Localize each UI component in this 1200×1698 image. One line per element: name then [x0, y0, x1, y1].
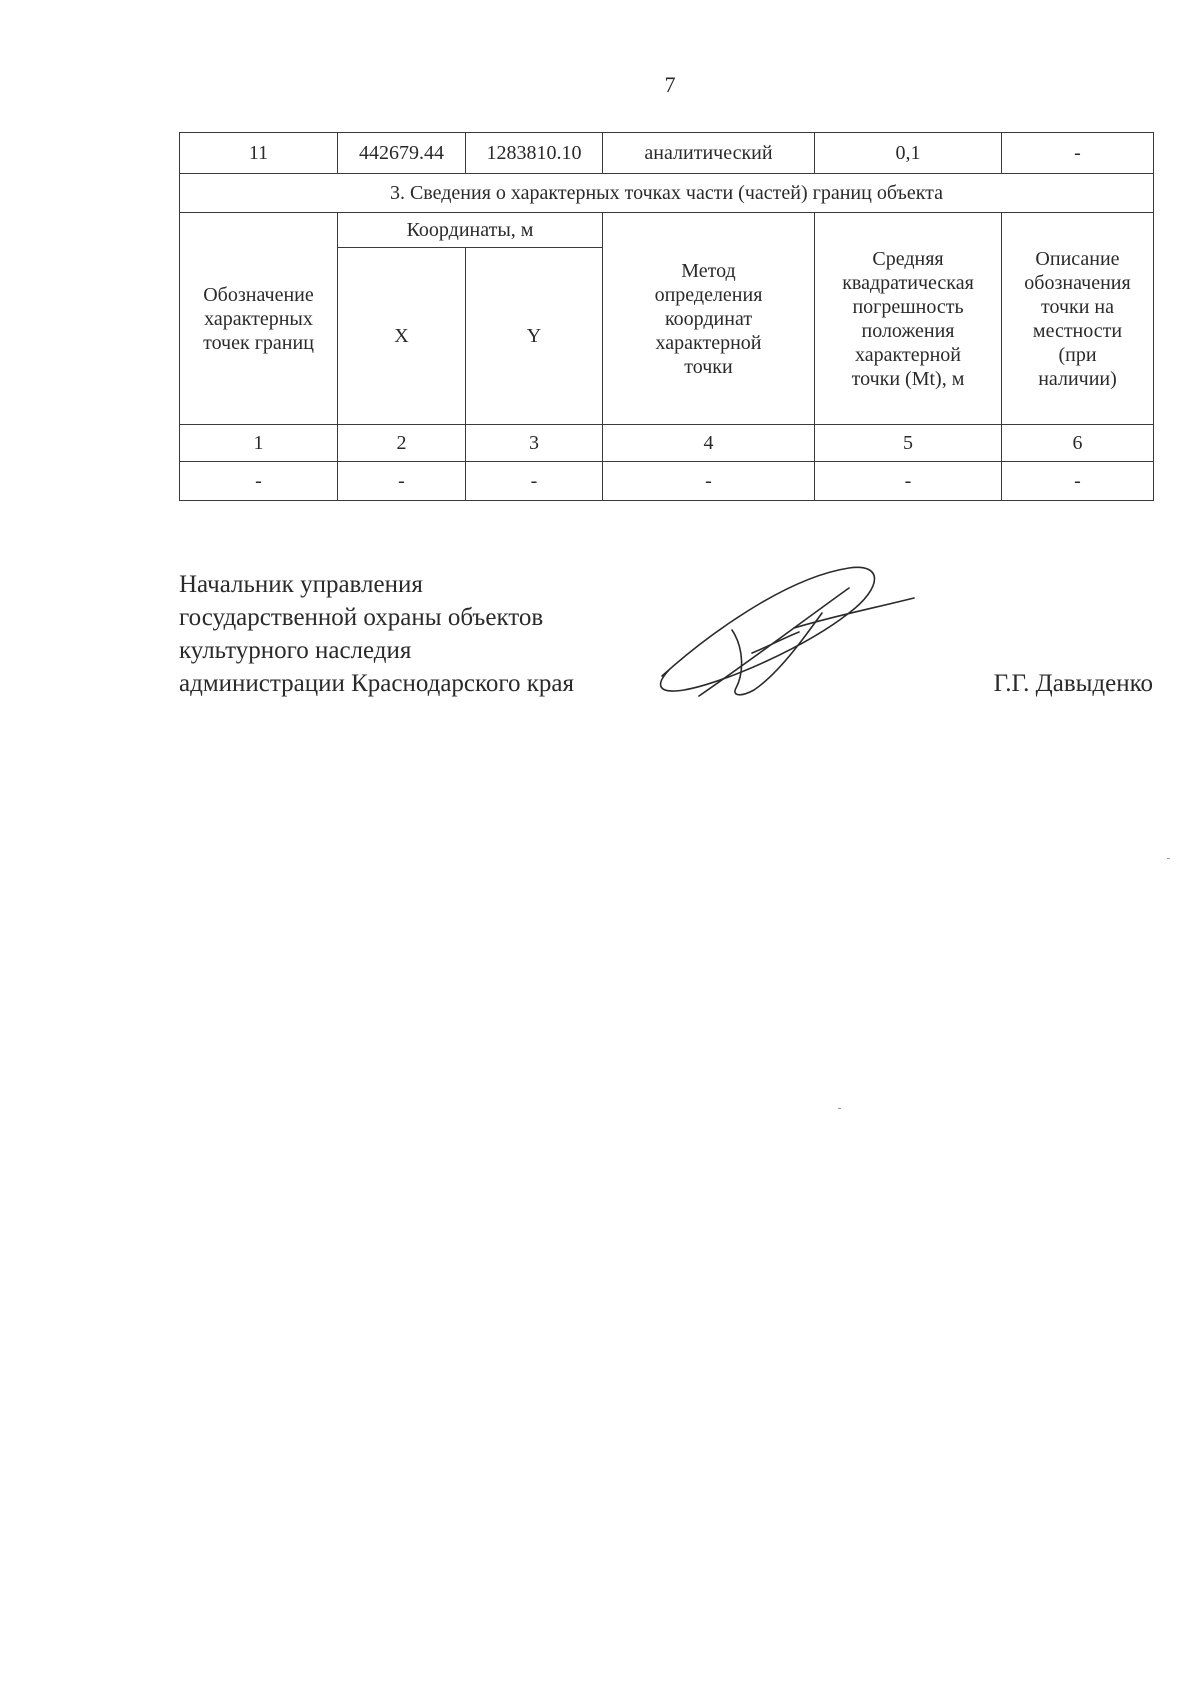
header-line: Описание [1035, 247, 1120, 270]
signer-name: Г.Г. Давыденко [993, 670, 1153, 697]
table-cell: 0,1 [815, 133, 1002, 174]
header-line: определения [654, 283, 763, 306]
table-cell: - [466, 462, 603, 501]
scan-speck [1167, 858, 1170, 859]
header-line: характерной [655, 331, 762, 354]
column-number: 5 [815, 425, 1002, 462]
header-description [1002, 213, 1154, 425]
section-row [180, 174, 1154, 213]
header-method [603, 213, 815, 425]
header-line: характерных [204, 307, 313, 330]
column-number: 6 [1002, 425, 1154, 462]
table-cell: 11 [180, 133, 338, 174]
header-line: точки [684, 355, 733, 378]
header-line: погрешность [852, 295, 964, 318]
position-line: государственной охраны объектов [179, 604, 544, 631]
handwritten-signature [644, 558, 944, 708]
table-cell: - [180, 462, 338, 501]
header-line: точки на [1040, 295, 1115, 318]
position-line: культурного наследия [179, 637, 412, 664]
header-line: Обозначение [203, 283, 314, 306]
header-line: Метод [681, 259, 736, 282]
header-line: точек границ [203, 331, 314, 354]
column-number: 2 [338, 425, 466, 462]
table-cell: 442679.44 [338, 133, 466, 174]
header-designation [180, 213, 338, 425]
table-cell: 1283810.10 [466, 133, 603, 174]
header-line: наличии) [1038, 367, 1117, 390]
table-cell: аналитический [603, 133, 815, 174]
header-line: характерной [855, 343, 961, 366]
table-cell: - [1002, 133, 1154, 174]
boundary-points-table [179, 132, 1154, 501]
header-line: Средняя [872, 247, 944, 270]
table-cell: - [1002, 462, 1154, 501]
table-row [180, 133, 1154, 174]
scan-speck [838, 1108, 841, 1109]
position-line: Начальник управления [179, 571, 423, 598]
table-row [180, 462, 1154, 501]
header-line: местности [1032, 319, 1123, 342]
table-cell: - [338, 462, 466, 501]
page-number: 7 [664, 72, 676, 97]
header-line: квадратическая [842, 271, 974, 294]
header-line: обозначения [1024, 271, 1131, 294]
column-number: 1 [180, 425, 338, 462]
signer-position [179, 568, 574, 700]
table-cell: - [603, 462, 815, 501]
header-line: координат [664, 307, 753, 330]
column-numbers-row [180, 425, 1154, 462]
header-coordinates: Координаты, м [338, 213, 603, 248]
header-x: X [338, 248, 466, 425]
section-title: 3. Сведения о характерных точках части (частей) границ объекта [180, 174, 1154, 213]
header-error [815, 213, 1002, 425]
column-number: 3 [466, 425, 603, 462]
table-cell: - [815, 462, 1002, 501]
header-line: точки (Mt), м [851, 367, 965, 390]
header-line: положения [861, 319, 955, 342]
position-line: администрации Краснодарского края [179, 670, 575, 697]
column-number: 4 [603, 425, 815, 462]
header-row [180, 213, 1154, 248]
header-y: Y [466, 248, 603, 425]
header-line: (при [1058, 343, 1097, 366]
signature-block [179, 568, 1153, 718]
